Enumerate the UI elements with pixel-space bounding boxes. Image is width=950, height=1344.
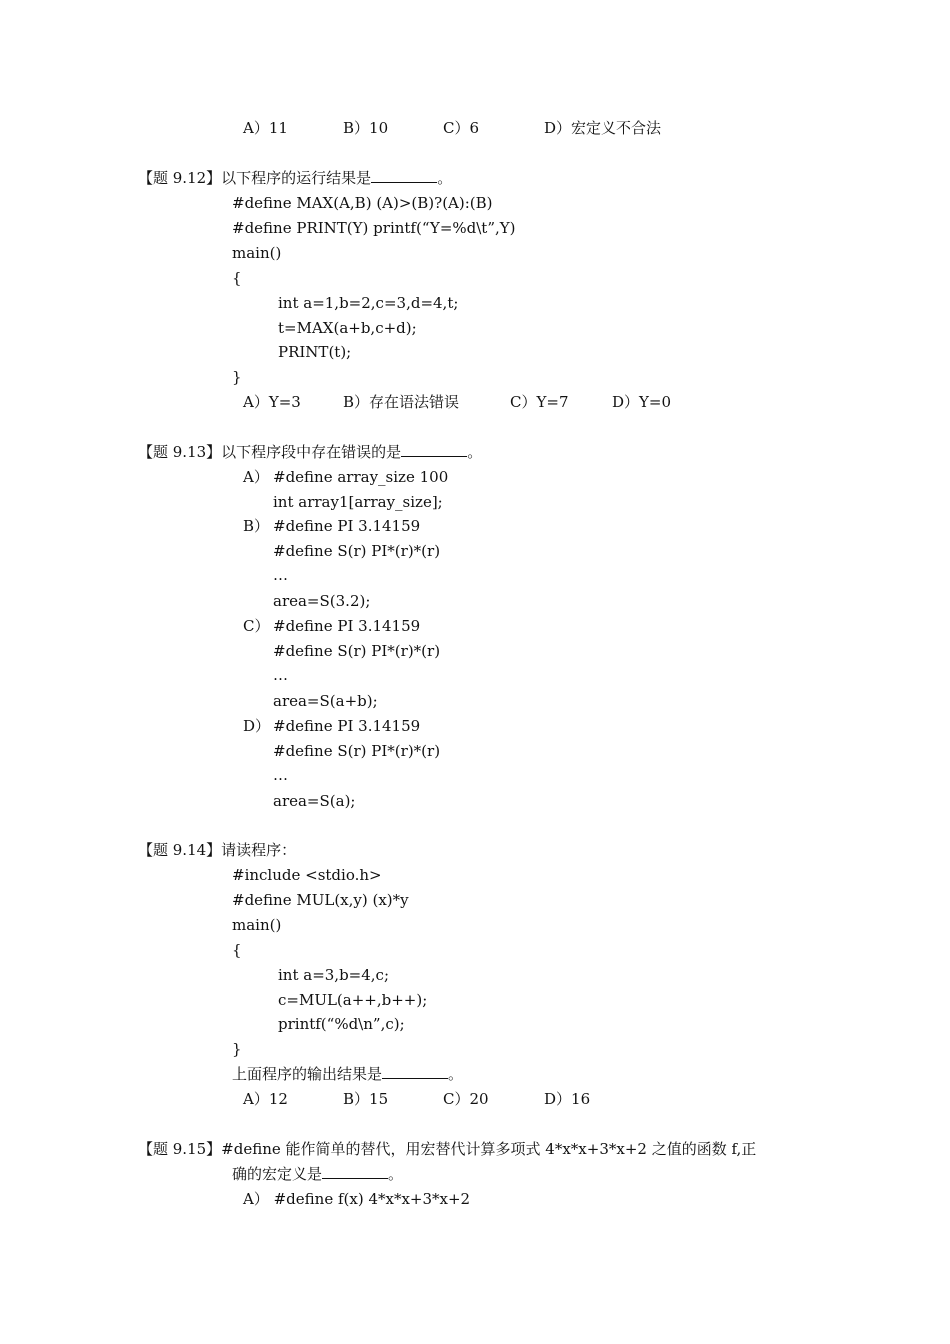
q15-stem	[138, 1139, 756, 1159]
q12-answer-blank	[371, 168, 437, 183]
q15-period: 。	[388, 1165, 404, 1183]
q13-stem	[138, 442, 482, 462]
q14-text: 请读程序：	[221, 841, 297, 859]
q11-option-b: B）10	[343, 119, 389, 137]
q12-code-line: #define PRINT(Y) printf(“Y=%d\t”,Y)	[232, 219, 516, 237]
q15-answer-blank	[322, 1164, 388, 1179]
q15-stem-continued	[232, 1164, 403, 1184]
q14-option-d: D）16	[544, 1090, 591, 1108]
q13-ellipsis: …	[273, 666, 288, 684]
q12-code-line: int a=1,b=2,c=3,d=4,t;	[278, 294, 459, 312]
q14-label: 【题 9.14】	[138, 841, 222, 859]
q14-question-text: 上面程序的输出结果是	[232, 1065, 383, 1083]
q13-text: 以下程序段中存在错误的是	[221, 443, 402, 461]
q14-code-line: #include <stdio.h>	[232, 866, 382, 884]
q13-ellipsis: …	[273, 566, 288, 584]
q13-code-line: #define PI 3.14159	[273, 717, 421, 735]
q14-code-line: #define MUL(x,y) (x)*y	[232, 891, 409, 909]
q12-option-d: D）Y=0	[612, 393, 672, 411]
q14-code-line: printf(“%d\n”,c);	[278, 1015, 405, 1033]
q14-code-line: {	[232, 941, 242, 959]
q12-code-line: t=MAX(a+b,c+d);	[278, 319, 417, 337]
q13-label: 【题 9.13】	[138, 443, 222, 461]
q13-answer-blank	[401, 442, 467, 457]
q13-code-line: #define PI 3.14159	[273, 617, 421, 635]
q15-text-2: 确的宏定义是	[232, 1165, 323, 1183]
q13-option-a-marker: A）	[243, 468, 269, 486]
q13-code-line: #define PI 3.14159	[273, 517, 421, 535]
q12-text: 以下程序的运行结果是	[221, 169, 372, 187]
q13-code-line: #define array_size 100	[273, 468, 449, 486]
q14-code-line: }	[232, 1040, 242, 1058]
q11-option-d: D）宏定义不合法	[544, 119, 662, 137]
q13-code-line: area=S(a+b);	[273, 692, 378, 710]
q11-option-c: C）6	[443, 119, 480, 137]
q12-code-line: }	[232, 368, 242, 386]
q13-option-c-marker: C）	[243, 617, 270, 635]
q11-option-a: A）11	[243, 119, 288, 137]
q14-option-c: C）20	[443, 1090, 489, 1108]
q13-code-line: area=S(a);	[273, 792, 356, 810]
q13-period: 。	[467, 443, 483, 461]
q14-code-line: c=MUL(a++,b++);	[278, 991, 428, 1009]
q15-text: #define 能作简单的替代，用宏替代计算多项式 4*x*x+3*x+2 之值的函数 f,正	[221, 1140, 757, 1158]
q13-ellipsis: …	[273, 766, 288, 784]
q12-option-c: C）Y=7	[510, 393, 569, 411]
q15-option-a: A） #define f(x) 4*x*x+3*x+2	[243, 1190, 471, 1208]
q12-code-line: #define MAX(A,B) (A)>(B)?(A):(B)	[232, 194, 493, 212]
q12-label: 【题 9.12】	[138, 169, 222, 187]
q14-code-line: int a=3,b=4,c;	[278, 966, 390, 984]
q13-code-line: #define S(r) PI*(r)*(r)	[273, 542, 441, 560]
q14-period: 。	[448, 1065, 464, 1083]
q12-stem	[138, 168, 452, 188]
q14-question	[232, 1064, 463, 1084]
q12-option-b: B）存在语法错误	[343, 393, 460, 411]
q14-option-b: B）15	[343, 1090, 389, 1108]
q13-option-b-marker: B）	[243, 517, 270, 535]
q14-answer-blank	[382, 1064, 448, 1079]
q14-stem	[138, 840, 296, 860]
q13-code-line: area=S(3.2);	[273, 592, 371, 610]
q13-code-line: int array1[array_size];	[273, 493, 443, 511]
q12-code-line: PRINT(t);	[278, 343, 352, 361]
q14-code-line: main()	[232, 916, 282, 934]
q12-period: 。	[437, 169, 453, 187]
q13-code-line: #define S(r) PI*(r)*(r)	[273, 642, 441, 660]
q12-code-line: {	[232, 269, 242, 287]
q13-code-line: #define S(r) PI*(r)*(r)	[273, 742, 441, 760]
q13-option-d-marker: D）	[243, 717, 271, 735]
q12-option-a: A）Y=3	[243, 393, 301, 411]
q14-option-a: A）12	[243, 1090, 288, 1108]
q15-label: 【题 9.15】	[138, 1140, 222, 1158]
q12-code-line: main()	[232, 244, 282, 262]
